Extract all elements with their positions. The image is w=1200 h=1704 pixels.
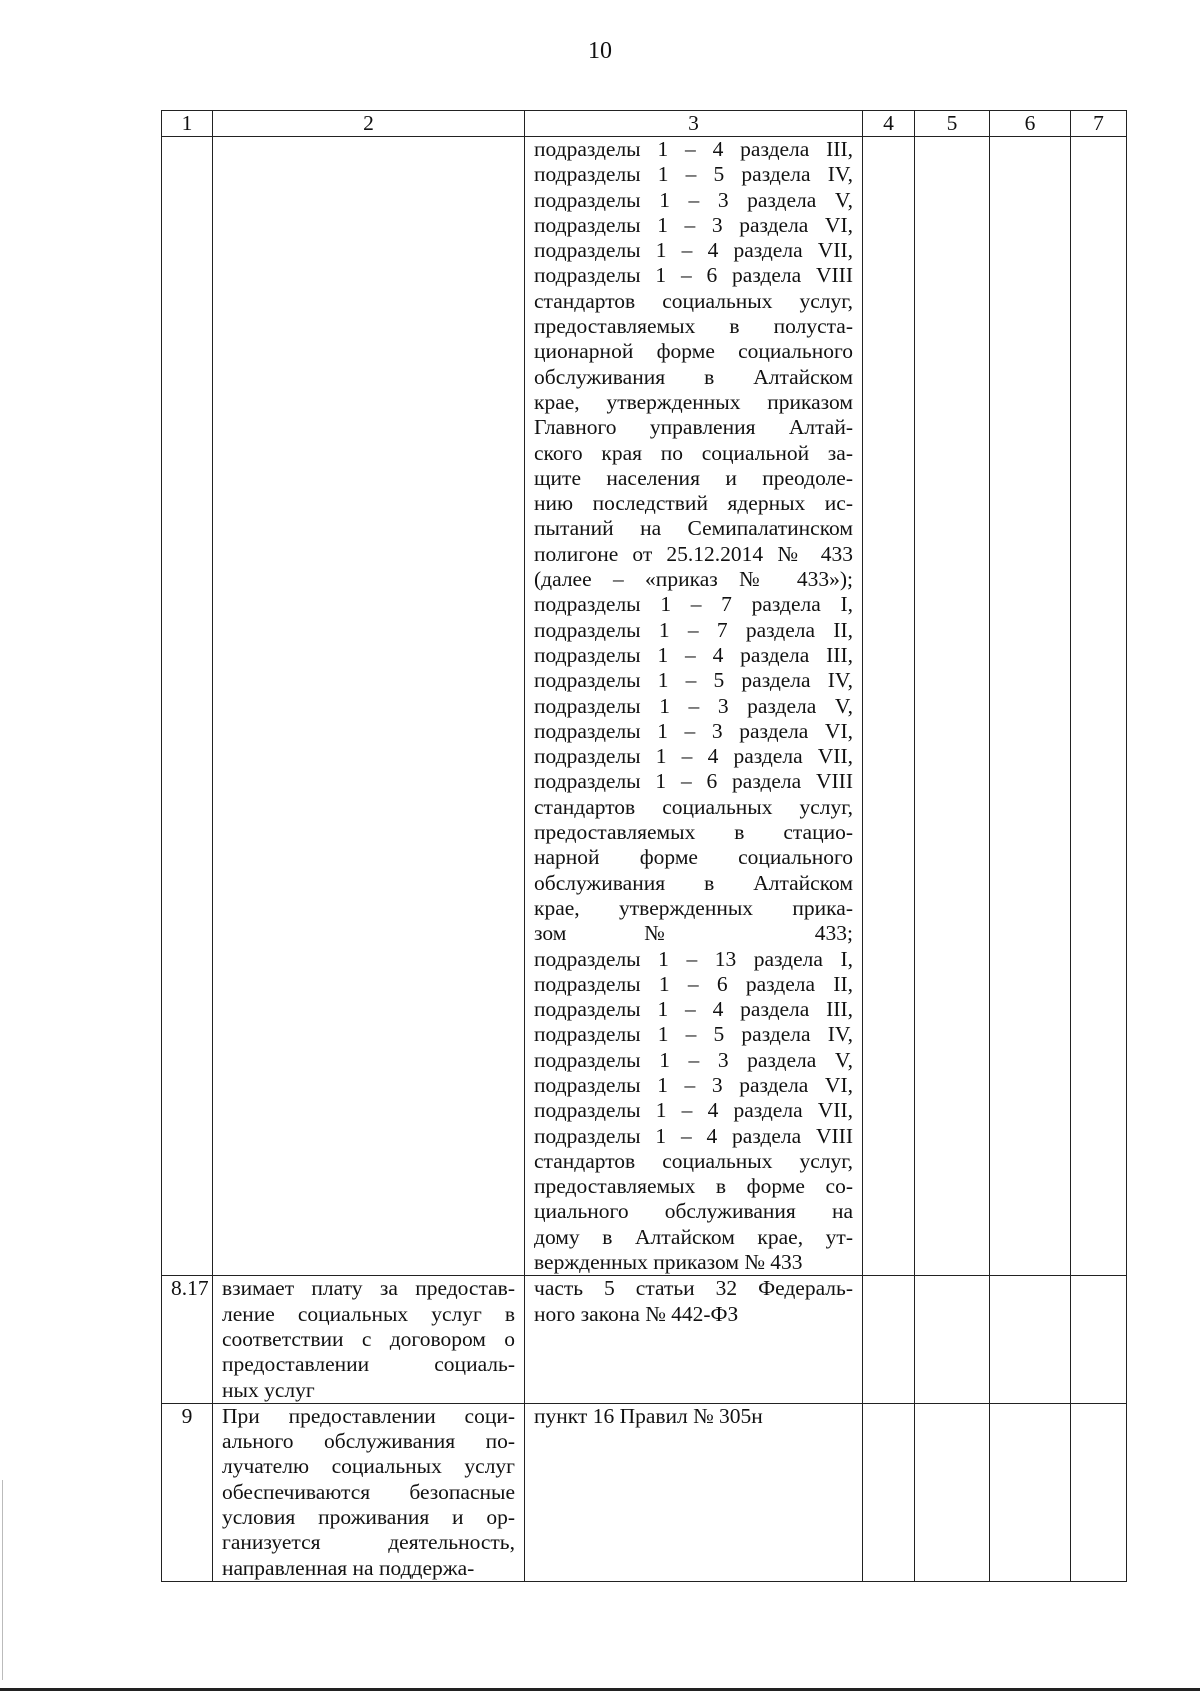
text-line: подразделы 1 – 4 раздела VII, (534, 744, 853, 769)
text-line: ционарной форме социального (534, 339, 853, 364)
text-line: подразделы 1 – 6 раздела II, (534, 971, 853, 996)
text-line: ского края по социальной за- (534, 440, 853, 465)
text-line: ного закона № 442-ФЗ (534, 1301, 739, 1326)
text-line: полигоне от 25.12.2014 № 433 (534, 541, 853, 566)
text-line: подразделы 1 – 3 раздела V, (534, 693, 853, 718)
text-line: пункт 16 Правил № 305н (534, 1403, 763, 1428)
column-header-2: 2 (213, 111, 525, 137)
table-row (162, 1403, 1127, 1581)
empty-cell-4 (863, 1403, 915, 1581)
scan-margin-mark (2, 1480, 3, 1680)
text-line: предоставлении социаль- (222, 1352, 515, 1377)
text-line: ального обслуживания по- (222, 1429, 515, 1454)
requirements-table (161, 110, 1127, 1582)
text-line: подразделы 1 – 4 раздела III, (534, 137, 853, 161)
text-line: стандартов социальных услуг, (534, 288, 853, 313)
text-line: подразделы 1 – 3 раздела VI, (534, 718, 853, 743)
text-line: нию последствий ядерных ис- (534, 491, 853, 516)
text-line: направленная на поддержа- (222, 1555, 475, 1580)
text-line: подразделы 1 – 3 раздела VI, (534, 1072, 853, 1097)
empty-cell-4 (863, 137, 915, 1276)
legal-basis-cell (525, 1403, 863, 1581)
legal-basis-cell (525, 1276, 863, 1403)
row-number-cell: 8.17 (162, 1276, 213, 1403)
text-line: ных услуг (222, 1377, 315, 1402)
empty-cell-6 (990, 137, 1071, 1276)
text-line: нарной форме социального (534, 845, 853, 870)
text-line: пытаний на Семипалатинском (534, 516, 853, 541)
table-row (162, 1276, 1127, 1403)
empty-cell-4 (863, 1276, 915, 1403)
text-line: вержденных приказом № 433 (534, 1250, 803, 1275)
empty-cell-5 (915, 137, 990, 1276)
text-line: подразделы 1 – 7 раздела II, (534, 617, 853, 642)
text-line: обслуживания в Алтайском (534, 364, 853, 389)
requirement-cell (213, 1403, 525, 1581)
text-line: часть 5 статьи 32 Федераль- (534, 1276, 853, 1301)
text-line: предоставляемых в форме со- (534, 1174, 853, 1199)
text-line: подразделы 1 – 4 раздела VII, (534, 238, 853, 263)
text-line: циального обслуживания на (534, 1199, 853, 1224)
text-line: стандартов социальных услуг, (534, 794, 853, 819)
empty-cell-5 (915, 1276, 990, 1403)
text-line: обеспечиваются безопасные (222, 1479, 515, 1504)
legal-basis-cell (525, 137, 863, 1276)
empty-cell-5 (915, 1403, 990, 1581)
text-line: стандартов социальных услуг, (534, 1148, 853, 1173)
page-number: 10 (588, 38, 612, 64)
scan-bottom-edge (0, 1688, 1200, 1691)
table-row (162, 137, 1127, 1276)
requirement-cell (213, 137, 525, 1276)
table-header-row (162, 111, 1127, 137)
text-line: При предоставлении соци- (222, 1403, 515, 1428)
text-line: дому в Алтайском крае, ут- (534, 1224, 853, 1249)
text-line: Главного управления Алтай- (534, 415, 853, 440)
text-line: подразделы 1 – 13 раздела I, (534, 946, 853, 971)
column-header-6: 6 (990, 111, 1071, 137)
text-line: предоставляемых в стацио- (534, 820, 853, 845)
empty-cell-6 (990, 1403, 1071, 1581)
text-line: соответствии с договором о (222, 1326, 515, 1351)
text-line: (далее – «приказ № 433»); (534, 567, 853, 592)
row-number-cell: 9 (162, 1403, 213, 1581)
column-header-3: 3 (525, 111, 863, 137)
text-line: подразделы 1 – 4 раздела III, (534, 997, 853, 1022)
text-line: ганизуется деятельность, (222, 1530, 515, 1555)
column-header-4: 4 (863, 111, 915, 137)
text-line: предоставляемых в полуста- (534, 314, 853, 339)
text-line: взимает плату за предостав- (222, 1276, 515, 1301)
text-line: зом № 433; (534, 921, 853, 946)
empty-cell-7 (1071, 1276, 1127, 1403)
text-line: подразделы 1 – 4 раздела III, (534, 642, 853, 667)
column-header-7: 7 (1071, 111, 1127, 137)
text-line: ление социальных услуг в (222, 1301, 515, 1326)
column-header-5: 5 (915, 111, 990, 137)
text-line: лучателю социальных услуг (222, 1454, 515, 1479)
text-line: крае, утвержденных приказом (534, 389, 853, 414)
text-line: обслуживания в Алтайском (534, 870, 853, 895)
text-line: подразделы 1 – 4 раздела VIII (534, 1123, 853, 1148)
empty-cell-6 (990, 1276, 1071, 1403)
text-line: щите населения и преодоле- (534, 465, 853, 490)
text-line: подразделы 1 – 6 раздела VIII (534, 263, 853, 288)
empty-cell-7 (1071, 137, 1127, 1276)
text-line: подразделы 1 – 3 раздела VI, (534, 212, 853, 237)
text-line: подразделы 1 – 3 раздела V, (534, 187, 853, 212)
text-line: подразделы 1 – 6 раздела VIII (534, 769, 853, 794)
text-line: подразделы 1 – 5 раздела IV, (534, 162, 853, 187)
text-line: подразделы 1 – 5 раздела IV, (534, 1022, 853, 1047)
requirement-cell (213, 1276, 525, 1403)
empty-cell-7 (1071, 1403, 1127, 1581)
text-line: подразделы 1 – 5 раздела IV, (534, 668, 853, 693)
text-line: подразделы 1 – 7 раздела I, (534, 592, 853, 617)
row-number-cell (162, 137, 213, 1276)
text-line: условия проживания и ор- (222, 1505, 515, 1530)
text-line: подразделы 1 – 4 раздела VII, (534, 1098, 853, 1123)
column-header-1: 1 (162, 111, 213, 137)
text-line: подразделы 1 – 3 раздела V, (534, 1047, 853, 1072)
text-line: крае, утвержденных прика- (534, 895, 853, 920)
